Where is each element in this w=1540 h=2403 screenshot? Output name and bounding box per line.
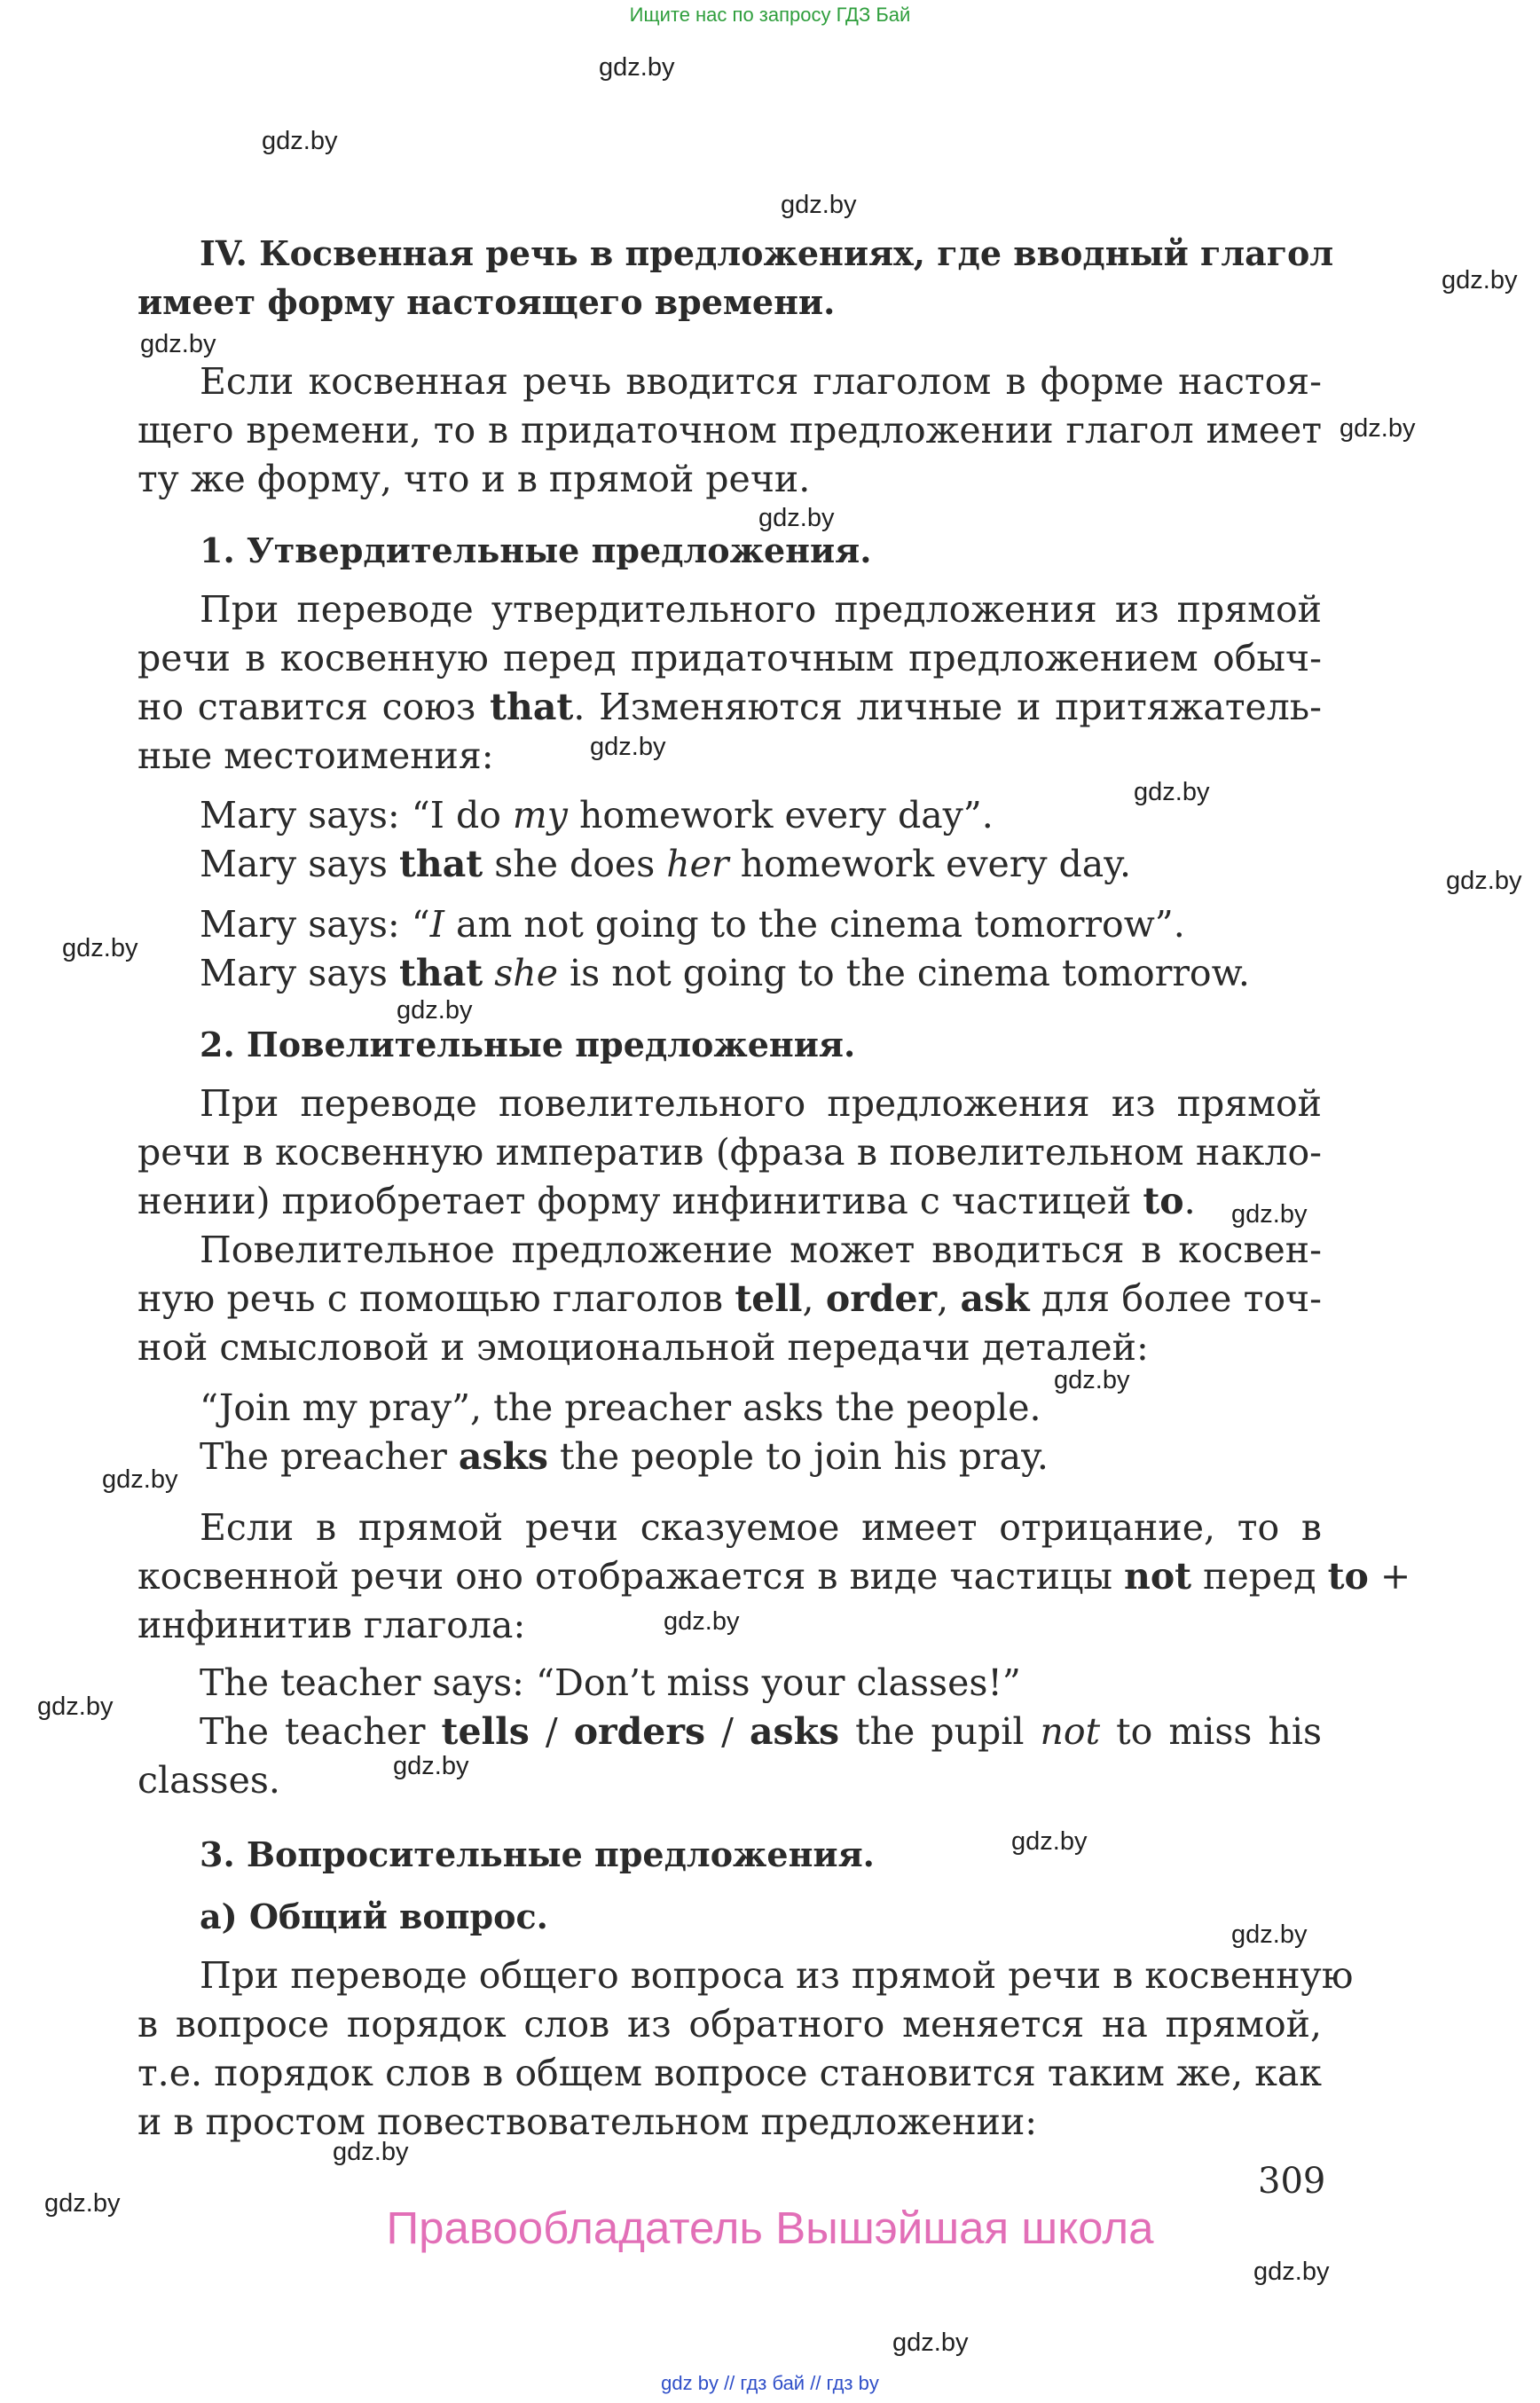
paragraph-line: ные местоимения:	[138, 734, 494, 777]
watermark: gdz.by	[37, 1692, 114, 1721]
example-line: The teacher says: “Don’t miss your classes!”	[200, 1661, 1021, 1704]
watermark: gdz.by	[44, 2189, 121, 2218]
watermark: gdz.by	[758, 504, 835, 532]
paragraph-line: речи в косвенную перед придаточным предложением обыч-	[138, 637, 1322, 679]
watermark: gdz.by	[102, 1465, 178, 1494]
page-number: 309	[1258, 2161, 1326, 2202]
example-line: Mary says that she does her homework every day.	[200, 843, 1131, 885]
paragraph-line: инфинитив глагола:	[138, 1604, 526, 1646]
imperative-paragraph	[138, 1080, 1322, 1372]
paragraph-line: ной смысловой и эмоциональной передачи деталей:	[138, 1326, 1149, 1369]
paragraph-line: речи в косвенную императив (фраза в повелительном накло-	[138, 1131, 1322, 1174]
watermark: gdz.by	[599, 53, 675, 82]
watermark: gdz.by	[1442, 266, 1518, 294]
paragraph-line: косвенной речи оно отображается в виде частицы not перед to +	[138, 1555, 1411, 1598]
paragraph-line: Если косвенная речь вводится глаголом в форме настоя-	[200, 360, 1322, 403]
paragraph-line: При переводе общего вопроса из прямой речи в косвенную	[200, 1954, 1354, 1997]
watermark: gdz.by	[262, 127, 338, 155]
paragraph-line: щего времени, то в придаточном предложении глагол имеет	[138, 409, 1322, 452]
subsection-title-questions: 3. Вопросительные предложения.	[200, 1834, 875, 1874]
watermark: gdz.by	[397, 996, 473, 1025]
watermark: gdz.by	[1340, 414, 1416, 443]
paragraph-line: ту же форму, что и в прямой речи.	[138, 458, 811, 500]
paragraph-line: в вопросе порядок слов из обратного меняется на прямой,	[138, 2003, 1322, 2046]
example-block	[138, 1708, 1322, 1805]
watermark: gdz.by	[1011, 1827, 1088, 1856]
watermark: gdz.by	[1231, 1920, 1308, 1949]
subsection-title-imperative: 2. Повелительные предложения.	[200, 1025, 856, 1064]
watermark: gdz.by	[781, 191, 857, 219]
top-search-note: Ищите нас по запросу ГДЗ Бай	[629, 4, 911, 26]
paragraph-line: т.е. порядок слов в общем вопросе становится таким же, как	[138, 2052, 1322, 2094]
watermark: gdz.by	[62, 934, 138, 962]
watermark: gdz.by	[1054, 1366, 1130, 1394]
paragraph-line: нении) приобретает форму инфинитива с частицей to.	[138, 1180, 1196, 1222]
example-line: Mary says that she is not going to the cinema tomorrow.	[200, 952, 1250, 994]
subsection-subtitle-general-question: а) Общий вопрос.	[200, 1896, 548, 1936]
paragraph-line: но ставится союз that. Изменяются личные и притяжатель-	[138, 686, 1322, 728]
watermark: gdz.by	[393, 1752, 469, 1780]
section-title-line: имеет форму настоящего времени.	[138, 282, 836, 322]
example-line: “Join my pray”, the preacher asks the people.	[200, 1386, 1041, 1429]
affirmative-paragraph	[138, 585, 1322, 781]
paragraph-line: При переводе утвердительного предложения из прямой	[200, 588, 1322, 631]
example-line: Mary says: “I do my homework every day”.	[200, 794, 994, 836]
watermark: gdz.by	[140, 330, 216, 358]
watermark: gdz.by	[1134, 778, 1210, 806]
watermark: gdz.by	[1253, 2258, 1330, 2286]
watermark: gdz.by	[664, 1607, 740, 1636]
rights-holder: Правообладатель Вышэйшая школа	[386, 2203, 1154, 2253]
paragraph-line: При переводе повелительного предложения из прямой	[200, 1082, 1322, 1125]
example-line: Mary says: “I am not going to the cinema tomorrow”.	[200, 903, 1185, 946]
paragraph-line: Если в прямой речи сказуемое имеет отрицание, то в	[200, 1506, 1322, 1549]
paragraph-line: и в простом повествовательном предложении:	[138, 2101, 1038, 2143]
example-line: The teacher tells / orders / asks the pupil not to miss his	[200, 1710, 1323, 1753]
watermark: gdz.by	[1231, 1200, 1308, 1229]
watermark: gdz.by	[1446, 867, 1522, 895]
general-question-paragraph	[138, 1951, 1354, 2147]
watermark: gdz.by	[333, 2138, 409, 2166]
bottom-site-links: gdz by // гдз бай // гдз by	[661, 2372, 879, 2394]
subsection-title-affirmative: 1. Утвердительные предложения.	[200, 530, 872, 570]
paragraph-line: ную речь с помощью глаголов tell, order, ask для более точ-	[138, 1277, 1322, 1320]
example-line: The preacher asks the people to join his pray.	[200, 1435, 1049, 1478]
example-line: classes.	[138, 1759, 280, 1802]
watermark: gdz.by	[590, 733, 666, 761]
paragraph-line: Повелительное предложение может вводиться в косвен-	[200, 1229, 1322, 1271]
intro-paragraph	[138, 357, 1322, 504]
watermark: gdz.by	[892, 2328, 969, 2357]
section-title	[138, 229, 1334, 326]
section-title-line: IV. Косвенная речь в предложениях, где вводный глагол	[200, 233, 1334, 273]
negation-paragraph	[138, 1504, 1411, 1650]
